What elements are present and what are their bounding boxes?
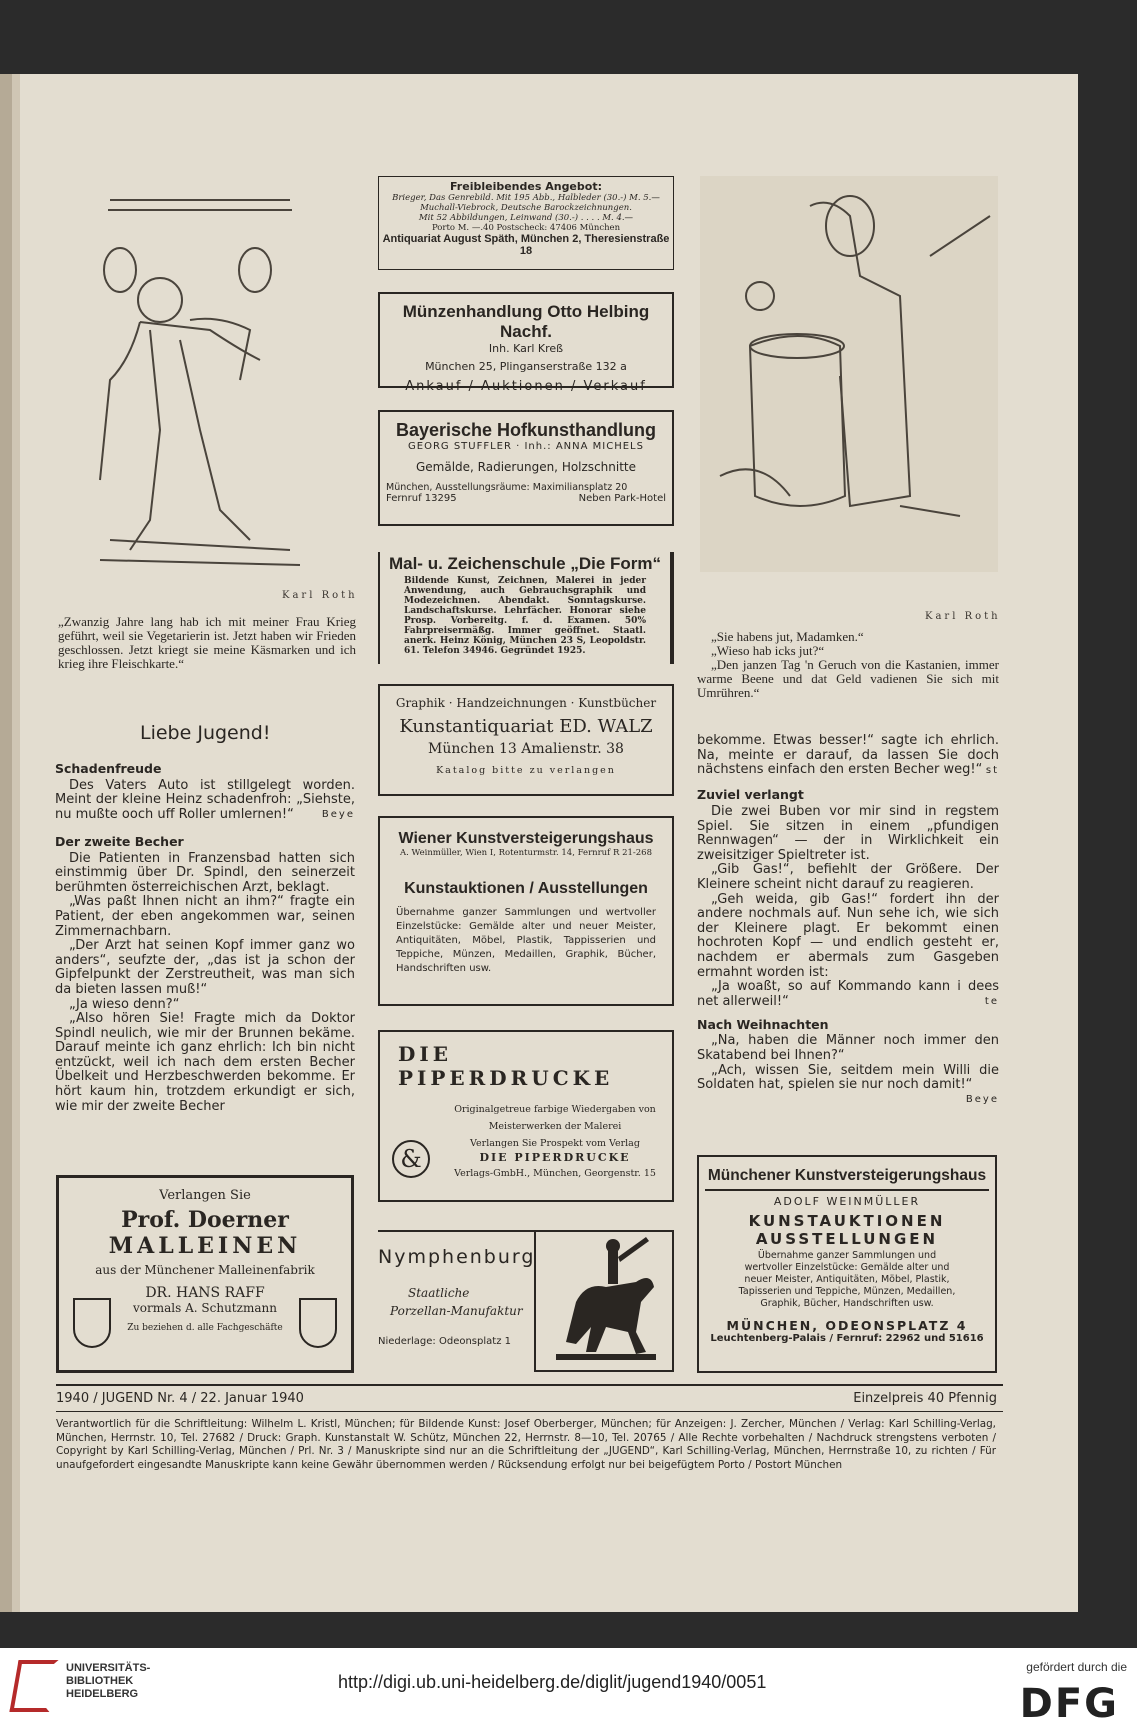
illustration-credit-right: Karl Roth: [925, 611, 1001, 622]
anecdotes-left: [55, 756, 355, 1114]
anecdote-signature: Beye: [321, 809, 355, 821]
ad-doerner-malleinen: [56, 1175, 354, 1373]
ad-text: Porzellan-Manufaktur: [390, 1304, 523, 1318]
digitization-footer: [0, 1648, 1137, 1733]
digitization-url-link[interactable]: http://digi.ub.uni-heidelberg.de/diglit/jugend1940/0051: [338, 1672, 767, 1692]
issue-rule-top: [56, 1384, 1003, 1386]
ad-text: Übernahme ganzer Sammlungen und wertvoller Einzelstücke: Gemälde alter und neuer Meister, Antiquitäten, Möbel, Plastik, Tappisserien und Teppiche, Münzen, Medaillen, Graphik, Bücher, Handschriften usw.: [396, 907, 656, 974]
caption-line: „Sie habens jut, Madamken.“: [711, 629, 864, 644]
anecdote-text: „Ach, wissen Sie, seitdem mein Willi die Soldaten hat, spielen sie nur noch damit!“: [697, 1062, 999, 1093]
library-name-line: BIBLIOTHEK: [66, 1675, 134, 1687]
anecdotes-right: [697, 734, 999, 1107]
cartoon-caption-right: [697, 630, 999, 700]
anecdote-text: bekomme. Etwas besser!“ sagte ich ehrlich. Na, meinte er darauf, da lassen Sie doch nächstens einfach den ersten Becher weg!“: [697, 733, 999, 778]
anecdote-text: „Der Arzt hat seinen Kopf immer ganz wo anders“, seufzte der, „das ist ja schon der Gipfelpunkt der Zerstreutheit, was man sich da bieten lassen muß!“: [55, 938, 355, 997]
shield-logo-right: [299, 1298, 337, 1348]
ad-subtitle: Kunstauktionen / Ausstellungen: [404, 880, 648, 897]
ad-title: Kunstantiquariat ED. WALZ: [399, 716, 653, 737]
ad-kunstantiquariat-walz: [378, 684, 674, 796]
ad-piperdrucke: [378, 1030, 674, 1202]
ad-text: Gemälde, Radierungen, Holzschnitte: [415, 460, 636, 474]
ad-text: Ankauf / Auktionen / Verkauf: [405, 379, 647, 394]
ad-text: Niederlage: Odeonsplatz 1: [378, 1336, 511, 1347]
ad-title: Wiener Kunstversteigerungshaus: [398, 830, 654, 847]
ad-title: Mal- u. Zeichenschule „Die Form“: [388, 554, 662, 573]
ad-text: GEORG STUFFLER · Inh.: ANNA MICHELS: [408, 441, 644, 452]
ad-text: A. Weinmüller, Wien I, Rotenturmstr. 14, Fernruf R 21-268: [400, 848, 652, 858]
ad-text: München 25, Plinganserstraße 132 a: [425, 360, 627, 373]
ad-text: vormals A. Schutzmann: [133, 1301, 277, 1315]
ub-logo-icon: [9, 1660, 58, 1712]
ad-text: MÜNCHEN, ODEONSPLATZ 4: [726, 1318, 968, 1333]
ad-title: Nymphenburg: [378, 1246, 536, 1268]
ad-text: Inh. Karl Kreß: [488, 342, 564, 355]
ad-text: ADOLF WEINMÜLLER: [773, 1195, 921, 1208]
ad-footer-row: [380, 493, 672, 504]
sketch-man-drawing: [90, 180, 350, 580]
anecdote-title: Schadenfreude: [55, 761, 162, 776]
ad-title: Prof. Doerner: [121, 1207, 289, 1233]
ad-text: Verlags-GmbH., München, Georgenstr. 15: [454, 1168, 656, 1179]
illustration-man-leaning: [90, 180, 350, 580]
ad-antiquariat-spaeth: [378, 176, 674, 270]
ad-text: München, Ausstellungsräume: Maximiliansplatz 20: [386, 482, 628, 493]
issue-line-right: Einzelpreis 40 Pfennig: [853, 1391, 997, 1406]
issue-rule-bottom: [56, 1411, 1003, 1412]
anecdote-text: „Ja wieso denn?“: [69, 996, 180, 1012]
ad-text: Originalgetreue farbige Wiedergaben von: [454, 1104, 656, 1115]
ad-text: Antiquariat August Späth, München 2, Theresienstraße 18: [382, 233, 670, 257]
ad-title: MALLEINEN: [108, 1233, 302, 1259]
section-title: Liebe Jugend!: [140, 722, 271, 744]
ad-nymphenburg: [378, 1230, 674, 1372]
shield-logo-left: [73, 1298, 111, 1348]
ad-text: Brieger, Das Genrebild. Mit 195 Abb., Halbleder (30.-) M. 5.—: [392, 193, 660, 203]
anecdote-signature: st: [985, 764, 999, 776]
ad-text: Meisterwerken der Malerei: [488, 1121, 622, 1132]
ad-bayerische-hofkunsthandlung: [378, 410, 674, 526]
anecdote-text: „Na, haben die Männer noch immer den Skatabend bei Ihnen?“: [697, 1033, 999, 1064]
caption-line: „Wieso hab icks jut?“: [711, 643, 825, 658]
ad-text: Mit 52 Abbildungen, Leinwand (30.-) . . . . M. 4.—: [418, 213, 634, 223]
piper-logo-glyph: &: [400, 1145, 422, 1173]
ad-text: Verlangen Sie: [159, 1188, 251, 1203]
anecdote-text: Die zwei Buben vor mir sind in regstem Spiel. Sie sitzen in einem „pfundigen Rennwagen“ — der in Wirklichkeit ein zweisitziger Spieltreter ist.: [697, 803, 999, 863]
ad-muenzenhandlung-helbing: [378, 292, 674, 394]
ad-title: Münzenhandlung Otto Helbing Nachf.: [402, 302, 650, 341]
ad-text: Staatliche: [408, 1286, 470, 1300]
illustration-credit-left: Karl Roth: [282, 590, 358, 601]
horse-rider-icon: [536, 1232, 672, 1368]
imprint-text: Verantwortlich für die Schriftleitung: Wilhelm L. Kristl, München; für Bildende Kunst: Josef Oberberger, München; für Anzeigen: J. Zercher, München / Verlag: Karl Schilling-Verlag, München, Herrnstr. 10, Tel. 27682 / Druck: Graph. Kunstanstalt W. Schütz, München 22, Herrnstr. 8—10, Tel. 20765 / Alle Rechte vorbehalten / Nachdruck strengstens verboten / Copyright by Karl Schilling-Verlag, München / Prl. Nr. 3 / Manuskripte sind nur an die Schriftleitung der „JUGEND“, Karl Schilling-Verlag, München, Herrnstraße 10, zu richten / Für unaufgefordert eingesandte Manuskripte kann keine Gewähr übernommen werden / Rücksendung erfolgt nur bei beigefügtem Porto / Postort München: [56, 1418, 996, 1471]
library-name-line: HEIDELBERG: [66, 1688, 139, 1700]
anecdote-title: Nach Weihnachten: [697, 1016, 829, 1032]
ad-text: München 13 Amalienstr. 38: [428, 741, 624, 757]
ad-text: Muchall-Viebrock, Deutsche Barockzeichnungen.: [420, 203, 632, 213]
anecdote-text: „Geh weida, gib Gas!“ fordert ihn der andere nochmals auf. Nun sehe ich, wie sich der Kleinere plagt. Er bekommt einen hochroten Kopf — und endlich gesteht er, nachdem er abermals zum Gasgeben ermahnt worden ist:: [697, 891, 999, 980]
ad-text-block: [440, 1104, 670, 1179]
horse-rider-image: [534, 1232, 674, 1372]
ad-text: Neben Park-Hotel: [578, 493, 666, 504]
anecdote-signature: te: [984, 996, 999, 1008]
illustration-chestnut-vendor: [700, 176, 998, 572]
library-name-line: UNIVERSITÄTS-: [66, 1662, 151, 1674]
ad-title: KUNSTAUKTIONEN: [748, 1212, 946, 1230]
ad-text: aus der Münchener Malleinenfabrik: [95, 1263, 315, 1277]
ad-text: Porto M. —.40 Postscheck: 47406 München: [431, 223, 621, 233]
issue-line-left: 1940 / JUGEND Nr. 4 / 22. Januar 1940: [56, 1391, 304, 1406]
sketch-vendor-drawing: [700, 176, 998, 572]
library-name: [66, 1662, 150, 1701]
ad-title: Bayerische Hofkunsthandlung: [395, 420, 657, 440]
ad-text: Übernahme ganzer Sammlungen und wertvoller Einzelstücke: Gemälde alter und neuer Meister, Antiquitäten, Möbel, Plastik, Tapisserien und Teppiche, Münzen, Medaillen, Graphik, Bücher, Handschriften usw.: [738, 1250, 956, 1309]
ad-text: Fernruf 13295: [386, 493, 457, 504]
ad-text: Bildende Kunst, Zeichnen, Malerei in jeder Anwendung, auch Gebrauchsgraphik und Modezeichnen. Abendakt. Sonntagskurse. Landschaftskurse. Lehrfächer. Honorar siehe Prosp. Vorbereitg. f. d. Examen. 50% Fahrpreisermäßg. Immer geöffnet. Staatl. anerk. Heinz König, München 23 S, Leopoldstr. 61. Telefon 34946. Gegründet 1925.: [404, 576, 646, 656]
anecdote-signature: Beye: [965, 1093, 999, 1105]
ad-text: Leuchtenberg-Palais / Fernruf: 22962 und 51616: [710, 1333, 984, 1344]
anecdote-text: Des Vaters Auto ist stillgelegt worden. Meint der kleine Heinz schadenfroh: „Siehste, nu mußte ooch uff Roller umlernen!“: [55, 777, 355, 822]
ad-title: AUSSTELLUNGEN: [755, 1230, 939, 1248]
ad-muenchener-kunstversteigerungshaus: [697, 1155, 997, 1373]
ad-text: DR. HANS RAFF: [145, 1285, 265, 1301]
ad-title: PIPERDRUCKE: [398, 1066, 614, 1090]
ad-text: Verlangen Sie Prospekt vom Verlag: [470, 1138, 640, 1149]
anecdote-text: „Ja woaßt, so auf Kommando kann i dees net allerweil!“: [697, 979, 999, 1009]
anecdote-text: „Gib Gas!“, befiehlt der Größere. Der Kleinere scheint nicht darauf zu reagieren.: [697, 862, 999, 892]
dfg-logo: DFG: [1019, 1681, 1119, 1727]
piper-logo: [392, 1140, 430, 1178]
anecdote-text: „Also hören Sie! Fragte mich da Doktor Spindl neulich, wie mir der Brunnen bekäme. Darauf meinte ich ganz ehrlich: Ich bin nicht entzückt, weil ich nach dem ersten Becher Übelkeit und Herzbeschwerden bekomme. Er hört kaum hin, trotzdem erkundigt er sich, wie mir der zweite Becher: [55, 1011, 355, 1114]
ad-title: DIE: [398, 1042, 452, 1066]
anecdote-title: Zuviel verlangt: [697, 787, 804, 803]
ad-title: Münchener Kunstversteigerungshaus: [705, 1167, 989, 1191]
ad-text: Zu beziehen d. alle Fachgeschäfte: [127, 1323, 283, 1333]
ad-text: DIE PIPERDRUCKE: [479, 1151, 631, 1164]
ad-zeichenschule-die-form: [378, 552, 674, 664]
ad-text: Graphik · Handzeichnungen · Kunstbücher: [395, 696, 657, 710]
ad-text: Katalog bitte zu verlangen: [436, 765, 616, 776]
caption-line: „Den janzen Tag 'n Geruch von die Kastanien, immer warme Beene und dat Geld vadienen Sie sich mit Umrühren.“: [697, 657, 999, 700]
anecdote-text: „Was paßt Ihnen nicht an ihm?“ fragte ein Patient, der eben angekommen war, seinen Zimmernachbarn.: [55, 894, 355, 939]
anecdote-title: Der zweite Becher: [55, 833, 184, 849]
cartoon-caption-left: „Zwanzig Jahre lang hab ich mit meiner Frau Krieg geführt, weil sie Vegetarierin ist. Jetzt haben wir Frieden geschlossen. Jetzt kriegt sie meine Käsmarken und ich krieg ihre Fleischkarte.“: [58, 614, 356, 671]
anecdote-text: Die Patienten in Franzensbad hatten sich einstimmig über Dr. Spindl, den seinerzeit berühmten österreichischen Arzt, beklagt.: [55, 850, 355, 895]
ad-wiener-kunstversteigerungshaus: [378, 816, 674, 1006]
ad-title: Freibleibendes Angebot:: [450, 180, 602, 193]
funding-note: gefördert durch die: [1026, 1660, 1127, 1674]
